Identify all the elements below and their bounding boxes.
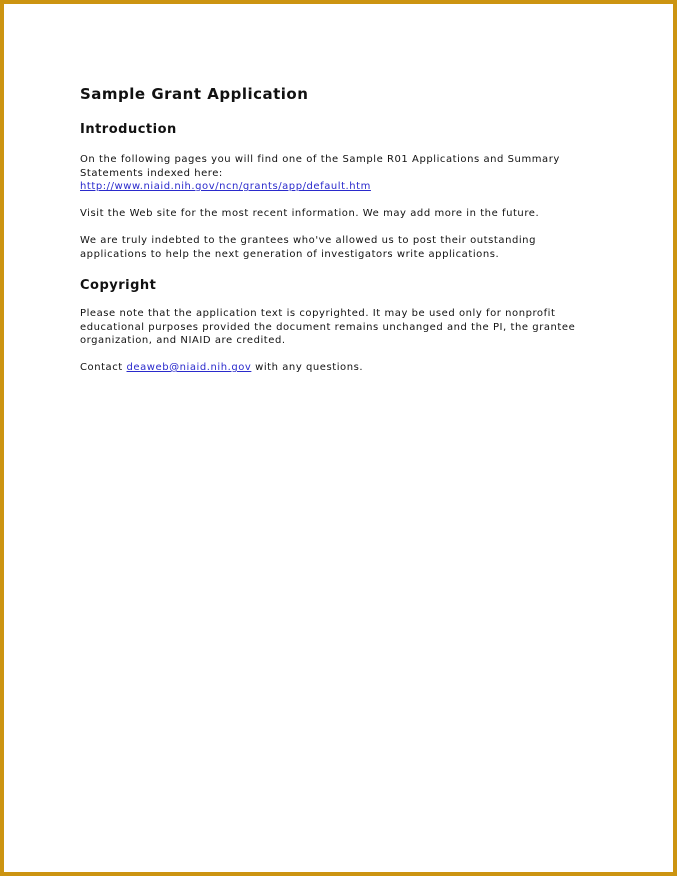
section-heading-introduction: Introduction — [80, 122, 177, 137]
section-heading-copyright: Copyright — [80, 278, 157, 293]
page-title: Sample Grant Application — [80, 85, 309, 103]
thanks-paragraph: We are truly indebted to the grantees who've allowed us to post their outstanding applications to help the next generation of investigators write applications. — [80, 235, 536, 260]
copyright-paragraph: Please note that the application text is copyrighted. It may be used only for nonprofit educational purposes provided the document remains unchanged and the PI, the grantee organization, and NIAID are credited. — [80, 308, 576, 346]
intro-text: On the following pages you will find one of the Sample R01 Applications and Summary Statements indexed here: — [80, 154, 560, 179]
contact-prefix: Contact — [80, 362, 127, 373]
visit-paragraph: Visit the Web site for the most recent information. We may add more in the future. — [80, 208, 540, 219]
intro-paragraph — [80, 153, 600, 194]
contact-paragraph — [80, 361, 600, 375]
contact-email-link[interactable]: deaweb@niaid.nih.gov — [126, 362, 252, 373]
contact-suffix: with any questions. — [251, 362, 364, 373]
grants-app-link[interactable]: http://www.niaid.nih.gov/ncn/grants/app/default.htm — [80, 181, 371, 192]
